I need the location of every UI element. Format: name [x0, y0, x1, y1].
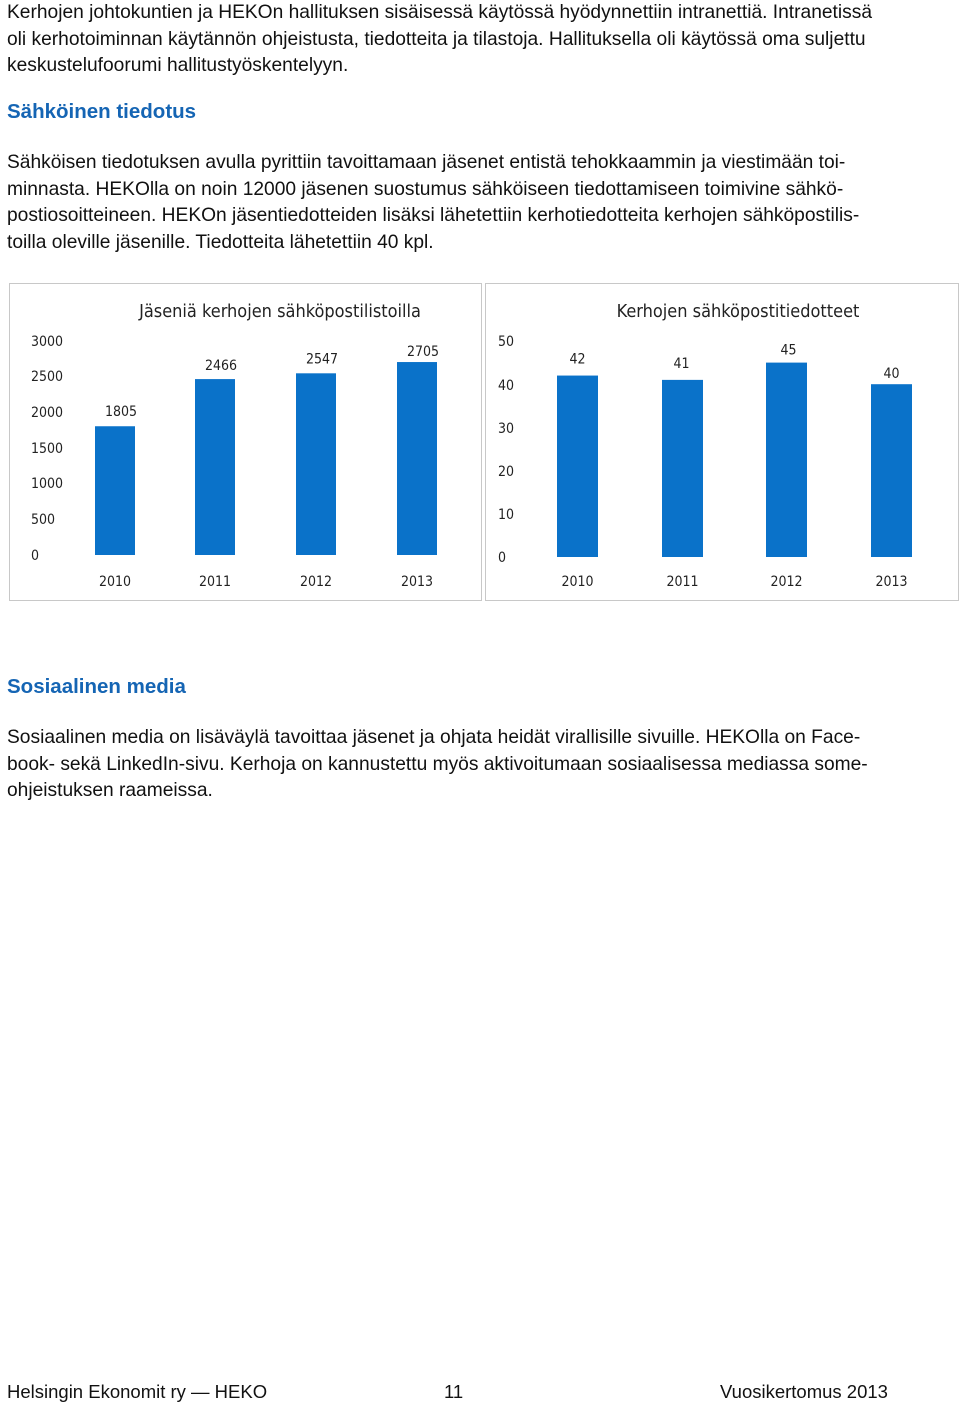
- footer-page-number: 11: [444, 1381, 464, 1402]
- y-tick-label: 3000: [31, 334, 64, 350]
- x-tick-label: 2010: [98, 574, 132, 590]
- data-label: 41: [673, 355, 690, 372]
- section2-paragraph: [7, 725, 942, 805]
- y-tick-label: 20: [498, 464, 515, 480]
- section1-line: postiosoitteineen. HEKOn jäsentiedotteiden lisäksi lähetettiin kerhotiedotteita kerhojen sähköpostilis-: [7, 205, 860, 227]
- footer-publication: Vuosikertomus 2013: [720, 1381, 888, 1402]
- section1-line: Sähköisen tiedotuksen avulla pyrittiin tavoittamaan jäsenet entistä tehokkaammin ja viestimään toi-: [7, 152, 846, 173]
- x-tick-label: 2011: [198, 574, 232, 590]
- y-tick-label: 500: [31, 512, 56, 528]
- chart-svg-members: [10, 284, 483, 602]
- section-heading-sosiaalinen-media: Sosiaalinen media: [7, 675, 186, 698]
- data-label: 2705: [406, 344, 440, 361]
- section2-line: book- sekä LinkedIn-sivu. Kerhoja on kannustettu myös aktivoitumaan sosiaalisessa mediassa some-: [7, 753, 868, 775]
- x-tick-label: 2012: [299, 574, 333, 590]
- section1-line: toilla oleville jäsenille. Tiedotteita lähetettiin 40 kpl.: [7, 231, 434, 253]
- y-tick-label: 1500: [31, 441, 64, 457]
- data-label: 40: [883, 366, 900, 383]
- y-tick-label: 0: [498, 550, 507, 566]
- x-tick-label: 2012: [770, 574, 803, 590]
- x-tick-label: 2013: [875, 574, 908, 590]
- chart-club-email-bulletins: [485, 283, 959, 601]
- bar-2011: [662, 380, 703, 557]
- y-tick-label: 2000: [31, 405, 64, 421]
- x-tick-label: 2013: [400, 574, 434, 590]
- bar-2013: [871, 384, 912, 557]
- footer-organization: Helsingin Ekonomit ry — HEKO: [7, 1381, 268, 1402]
- chart-members-email-lists: [9, 283, 482, 601]
- section2-line: Sosiaalinen media on lisäväylä tavoittaa jäsenet ja ohjata heidät virallisille sivuille. HEKOlla on Face-: [7, 727, 861, 748]
- y-tick-label: 30: [498, 421, 515, 437]
- bar-2012: [766, 363, 807, 557]
- section-heading-sahkoinen-tiedotus: Sähköinen tiedotus: [7, 100, 197, 123]
- intro-paragraph: [7, 0, 942, 80]
- intro-line: Kerhojen johtokuntien ja HEKOn hallituksen sisäisessä käytössä hyödynnettiin intranettiä. Intranetissä: [7, 2, 872, 23]
- data-label: 2466: [204, 358, 238, 375]
- section1-paragraph: [7, 150, 942, 256]
- y-tick-label: 0: [31, 548, 40, 564]
- bar-2010: [557, 376, 598, 557]
- chart-title: Kerhojen sähköpostitiedotteet: [616, 301, 860, 322]
- bar-2012: [296, 373, 336, 555]
- x-tick-label: 2011: [666, 574, 699, 590]
- chart-svg-bulletins: [486, 284, 960, 602]
- section2-line: ohjeistuksen raameissa.: [7, 780, 213, 802]
- chart-title: Jäseniä kerhojen sähköpostilistoilla: [139, 301, 421, 322]
- x-tick-label: 2010: [561, 574, 594, 590]
- y-tick-label: 50: [498, 334, 515, 350]
- y-tick-label: 10: [498, 507, 515, 523]
- data-label: 42: [569, 351, 586, 368]
- section1-line: minnasta. HEKOlla on noin 12000 jäsenen suostumus sähköiseen tiedottamiseen toimivine sähkö-: [7, 178, 844, 200]
- bar-2013: [397, 362, 437, 555]
- y-tick-label: 1000: [31, 476, 64, 492]
- y-tick-label: 40: [498, 378, 515, 394]
- y-tick-label: 2500: [31, 369, 64, 385]
- intro-line: keskustelufoorumi hallitustyöskentelyyn.: [7, 55, 349, 77]
- bar-2011: [195, 379, 235, 555]
- data-label: 45: [780, 342, 797, 359]
- intro-line: oli kerhotoiminnan käytännön ohjeistusta, tiedotteita ja tilastoja. Hallituksella oli käytössä oma suljettu: [7, 28, 866, 50]
- data-label: 2547: [305, 351, 339, 368]
- data-label: 1805: [104, 404, 138, 421]
- bar-2010: [95, 426, 135, 555]
